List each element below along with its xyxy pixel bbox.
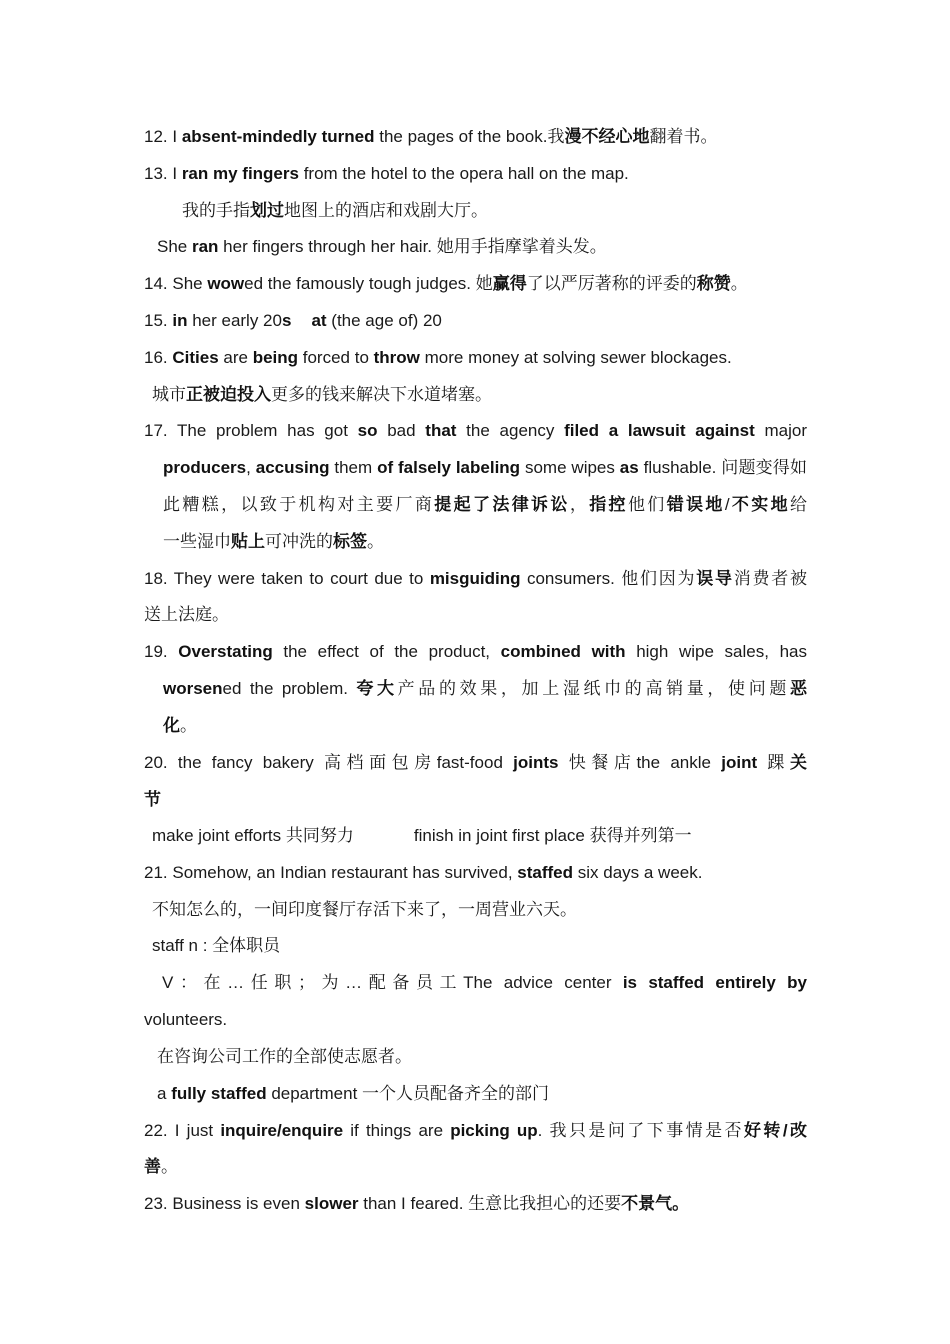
item-19-line-1: 19. Overstating the effect of the product, combined with high wipe sales, has: [144, 642, 807, 661]
item-21-noun: staff n : 全体职员: [152, 936, 281, 955]
item-13-translation: 我的手指划过地图上的酒店和戏剧大厅。: [182, 201, 488, 220]
item-17-line-2: producers, accusing them of falsely labeling some wipes as flushable. 问题变得如: [163, 458, 807, 477]
item-16-translation: 城市正被迫投入更多的钱来解决下水道堵塞。: [152, 385, 492, 404]
item-17-line-3: 此糟糕，以致于机构对主要厂商提起了法律诉讼，指控他们错误地/不实地给: [163, 495, 807, 514]
item-21-verb: V：在…任职；为…配备员工The advice center is staffed entirely by: [162, 973, 807, 992]
item-13: 13. I ran my fingers from the hotel to the opera hall on the map.: [144, 164, 629, 183]
item-12: 12. I absent-mindedly turned the pages of the book.我漫不经心地翻着书。: [144, 127, 718, 146]
item-19-line-3: 化。: [163, 716, 197, 735]
item-16: 16. Cities are being forced to throw more money at solving sewer blockages.: [144, 348, 732, 367]
item-20-line-1: 20. the fancy bakery 高档面包房fast-food joints 快餐店the ankle joint 踝关: [144, 753, 807, 772]
item-21: 21. Somehow, an Indian restaurant has survived, staffed six days a week.: [144, 863, 703, 882]
item-14: 14. She wowed the famously tough judges. 她赢得了以严厉著称的评委的称赞。: [144, 274, 748, 293]
item-22-line-1: 22. I just inquire/enquire if things are picking up. 我只是问了下事情是否好转/改: [144, 1121, 807, 1140]
item-13-example: She ran her fingers through her hair. 她用手指摩挲着头发。: [157, 237, 607, 256]
item-20-line-2: 节: [144, 790, 161, 809]
item-21-verb-cont: volunteers.: [144, 1010, 228, 1029]
item-21-translation-2: 在咨询公司工作的全部使志愿者。: [157, 1047, 412, 1066]
item-18-line-2: 送上法庭。: [144, 605, 229, 624]
item-22-line-2: 善。: [144, 1157, 178, 1176]
item-23: 23. Business is even slower than I feared. 生意比我担心的还要不景气。: [144, 1194, 690, 1213]
item-15: 15. in her early 20s at (the age of) 20: [144, 311, 442, 330]
item-21-example: a fully staffed department 一个人员配备齐全的部门: [157, 1084, 550, 1103]
item-17-line-1: 17. The problem has got so bad that the agency filed a lawsuit against major: [144, 421, 807, 440]
item-21-translation: 不知怎么的，一间印度餐厅存活下来了，一周营业六天。: [152, 900, 577, 919]
item-20-examples: make joint efforts 共同努力 finish in joint first place 获得并列第一: [152, 826, 692, 845]
item-17-line-4: 一些湿巾贴上可冲洗的标签。: [163, 532, 384, 551]
item-18-line-1: 18. They were taken to court due to misguiding consumers. 他们因为误导消费者被: [144, 569, 807, 588]
item-19-line-2: worsened the problem. 夸大产品的效果，加上湿纸巾的高销量，使问题恶: [163, 679, 807, 698]
